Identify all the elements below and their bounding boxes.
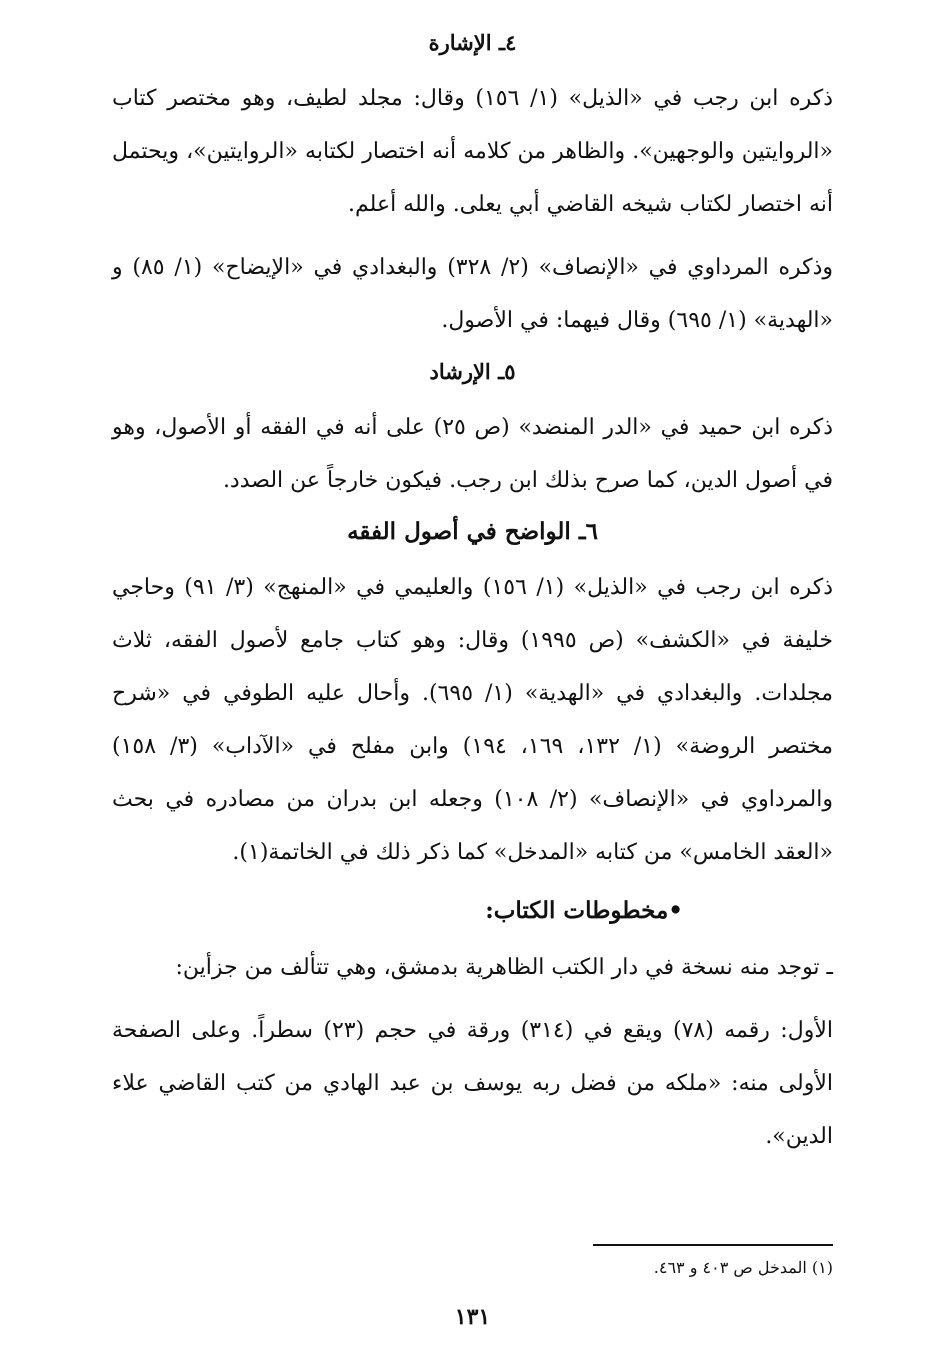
section-title-5: ٥ـ الإرشاد: [429, 359, 516, 384]
footnote-divider: [593, 1244, 833, 1246]
paragraph: ذكره ابن رجب في «الذيل» (١/ ١٥٦) وقال: مجلد لطيف، وهو مختصر كتاب «الروايتين والوجهين». والظاهر من كلامه أنه اختصار لكتابه «الروايتين»، ويحتمل أنه اختصار لكتاب شيخه القاضي أبي يعلى. والله أعلم.: [112, 86, 834, 217]
paragraph: وذكره المرداوي في «الإنصاف» (٢/ ٣٢٨) والبغدادي في «الإيضاح» (١/ ٨٥) و «الهدية» (١/ ٦٩٥) وقال فيهما: في الأصول.: [112, 255, 834, 333]
footnote: (١) المدخل ص ٤٠٣ و ٤٦٣.: [653, 1258, 833, 1277]
section-title-6: ٦ـ الواضح في أصول الفقه: [347, 518, 598, 545]
paragraph: ذكره ابن رجب في «الذيل» (١/ ١٥٦) والعليمي في «المنهج» (٣/ ٩١) وحاجي خليفة في «الكشف» (ص ١٩٩٥) وقال: وهو كتاب جامع لأصول الفقه، ثلاث مجلدات. والبغدادي في «الهدية» (١/ ٦٩٥). وأحال عليه الطوفي في «شرح مختصر الروضة» (١/ ١٣٢، ١٦٩، ١٩٤) وابن مفلح في «الآداب» (٣/ ١٥٨) والمرداوي في «الإنصاف» (٢/ ١٠٨) وجعله ابن بدران من مصادره في بحث «العقد الخامس» من كتابه «المدخل» كما ذكر ذلك في الخاتمة(١).: [112, 575, 834, 865]
manuscripts-heading: •مخطوطات الكتاب:: [485, 897, 683, 924]
paragraph: ذكره ابن حميد في «الدر المنضد» (ص ٢٥) على أنه في الفقه أو الأصول، وهو في أصول الدين، كما صرح بذلك ابن رجب. فيكون خارجاً عن الصدد.: [112, 415, 833, 493]
section-title-4: ٤ـ الإشارة: [428, 30, 517, 55]
paragraph: ـ توجد منه نسخة في دار الكتب الظاهرية بدمشق، وهي تتألف من جزأين:: [175, 955, 833, 980]
page-number: ١٣١: [454, 1304, 491, 1330]
paragraph: الأول: رقمه (٧٨) ويقع في (٣١٤) ورقة في حجم (٢٣) سطراً. وعلى الصفحة الأولى منه: «ملكه من فضل ربه يوسف بن عبد الهادي من كتب القاضي علاء الدين».: [112, 1018, 833, 1149]
